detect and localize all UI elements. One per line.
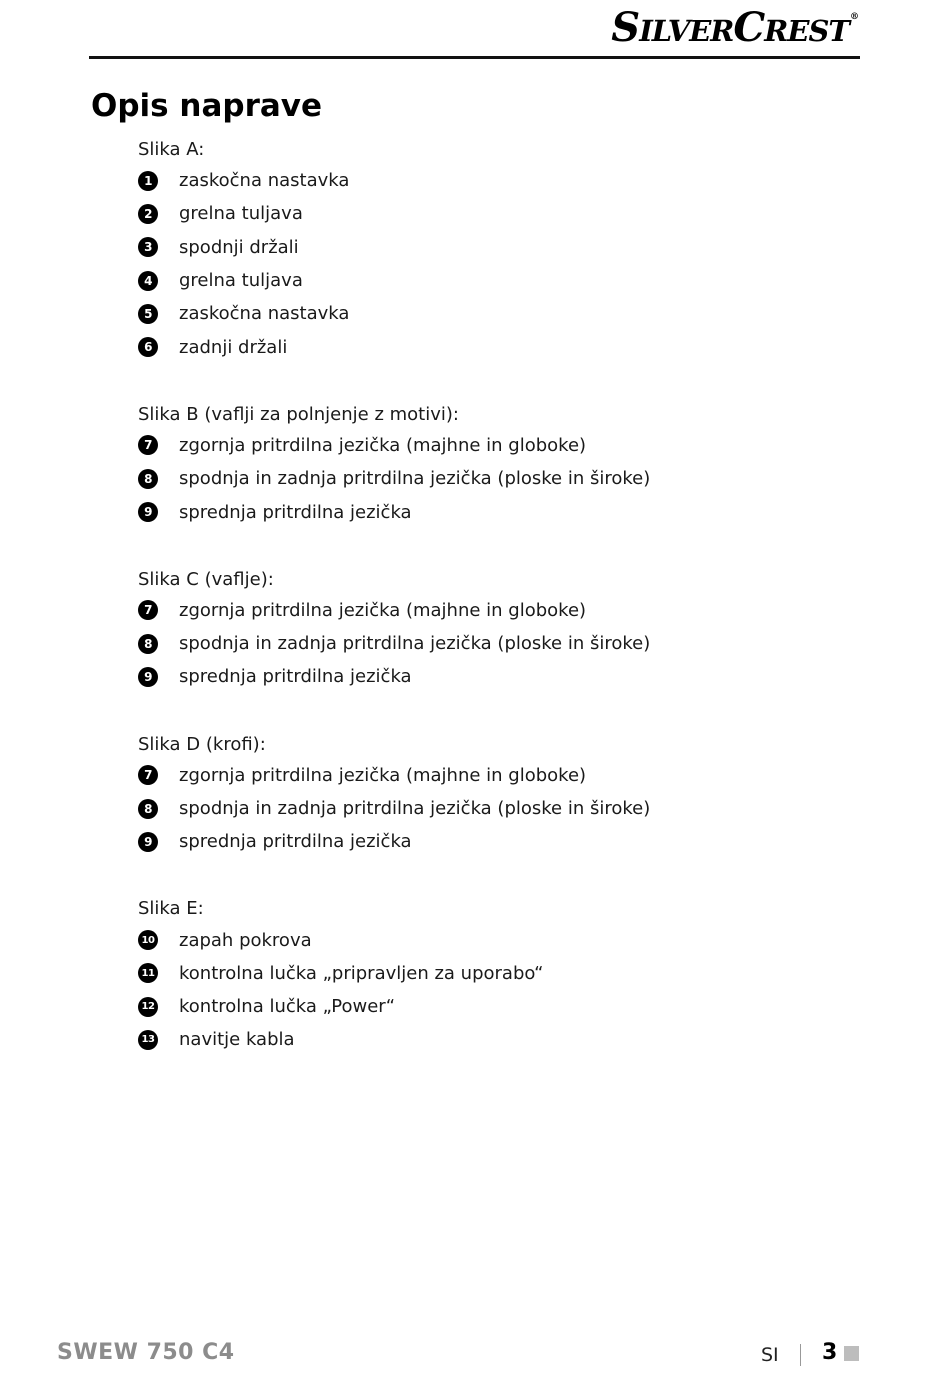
list-item xyxy=(138,297,858,330)
item-number-badge: 10 xyxy=(138,930,158,950)
list-item xyxy=(138,164,858,197)
item-text: grelna tuljava xyxy=(179,270,303,292)
item-number-badge: 3 xyxy=(138,237,158,257)
item-number-badge: 12 xyxy=(138,997,158,1017)
item-number-badge: 13 xyxy=(138,1030,158,1050)
list-item xyxy=(138,462,858,495)
item-number-badge: 9 xyxy=(138,502,158,522)
brand-logo: SILVERCREST® xyxy=(611,4,858,51)
page-number: 3 xyxy=(822,1340,838,1365)
footer-model: SWEW 750 C4 xyxy=(57,1340,235,1365)
item-text: navitje kabla xyxy=(179,1029,295,1051)
figure-section xyxy=(138,136,858,364)
section-label: Slika E: xyxy=(138,898,204,920)
item-text: sprednja pritrdilna jezička xyxy=(179,666,412,688)
item-text: zapah pokrova xyxy=(179,929,312,951)
item-number-badge: 2 xyxy=(138,204,158,224)
list-item xyxy=(138,1023,858,1056)
item-text: zgornja pritrdilna jezička (majhne in globoke) xyxy=(179,434,587,456)
list-item xyxy=(138,990,858,1023)
section-label: Slika A: xyxy=(138,139,205,160)
list-item xyxy=(138,923,858,956)
section-label: Slika B (vaflji za polnjenje z motivi): xyxy=(138,403,459,425)
footer-square-marker xyxy=(844,1346,859,1361)
item-number-badge: 5 xyxy=(138,304,158,324)
item-number-badge: 9 xyxy=(138,667,158,687)
figure-section xyxy=(138,895,858,1056)
item-text: spodnja in zadnja pritrdilna jezička (ploske in široke) xyxy=(179,468,651,490)
list-item xyxy=(138,660,858,693)
item-number-badge: 8 xyxy=(138,634,158,654)
header-divider xyxy=(89,56,860,59)
item-number-badge: 1 xyxy=(138,171,158,191)
item-number-badge: 7 xyxy=(138,435,158,455)
page-title: Opis naprave xyxy=(91,88,323,124)
list-item xyxy=(138,627,858,660)
item-number-badge: 4 xyxy=(138,271,158,291)
item-text: sprednja pritrdilna jezička xyxy=(179,501,412,523)
list-item xyxy=(138,429,858,462)
item-text: spodnja in zadnja pritrdilna jezička (ploske in široke) xyxy=(179,798,651,819)
item-text: spodnji držali xyxy=(179,236,299,258)
item-number-badge: 8 xyxy=(138,799,158,819)
figure-section xyxy=(138,731,858,859)
list-item xyxy=(138,330,858,363)
footer-language: SI xyxy=(761,1344,779,1366)
list-item xyxy=(138,264,858,297)
item-number-badge: 9 xyxy=(138,832,158,852)
item-number-badge: 6 xyxy=(138,337,158,357)
list-item xyxy=(138,231,858,264)
item-number-badge: 7 xyxy=(138,765,158,785)
item-number-badge: 7 xyxy=(138,600,158,620)
item-text: grelna tuljava xyxy=(179,203,303,225)
item-text: zadnji držali xyxy=(179,336,288,358)
item-number-badge: 11 xyxy=(138,963,158,983)
item-text: kontrolna lučka „pripravljen za uporabo“ xyxy=(179,962,544,984)
list-item xyxy=(138,792,858,825)
list-item xyxy=(138,957,858,990)
item-text: zaskočna nastavka xyxy=(179,170,350,192)
figure-section xyxy=(138,401,858,529)
list-item xyxy=(138,495,858,528)
list-item xyxy=(138,759,858,792)
item-text: kontrolna lučka „Power“ xyxy=(179,996,396,1018)
list-item xyxy=(138,825,858,858)
figure-section xyxy=(138,566,858,694)
item-text: zgornja pritrdilna jezička (majhne in globoke) xyxy=(179,599,587,621)
item-text: spodnja in zadnja pritrdilna jezička (ploske in široke) xyxy=(179,633,651,655)
section-label: Slika D (krofi): xyxy=(138,733,266,755)
footer-separator xyxy=(800,1344,801,1366)
list-item xyxy=(138,197,858,230)
list-item xyxy=(138,594,858,627)
description-content xyxy=(138,136,858,1094)
item-number-badge: 8 xyxy=(138,469,158,489)
item-text: sprednja pritrdilna jezička xyxy=(179,831,412,853)
section-label: Slika C (vaflje): xyxy=(138,568,274,590)
item-text: zaskočna nastavka xyxy=(179,303,350,325)
item-text: zgornja pritrdilna jezička (majhne in globoke) xyxy=(179,764,587,786)
